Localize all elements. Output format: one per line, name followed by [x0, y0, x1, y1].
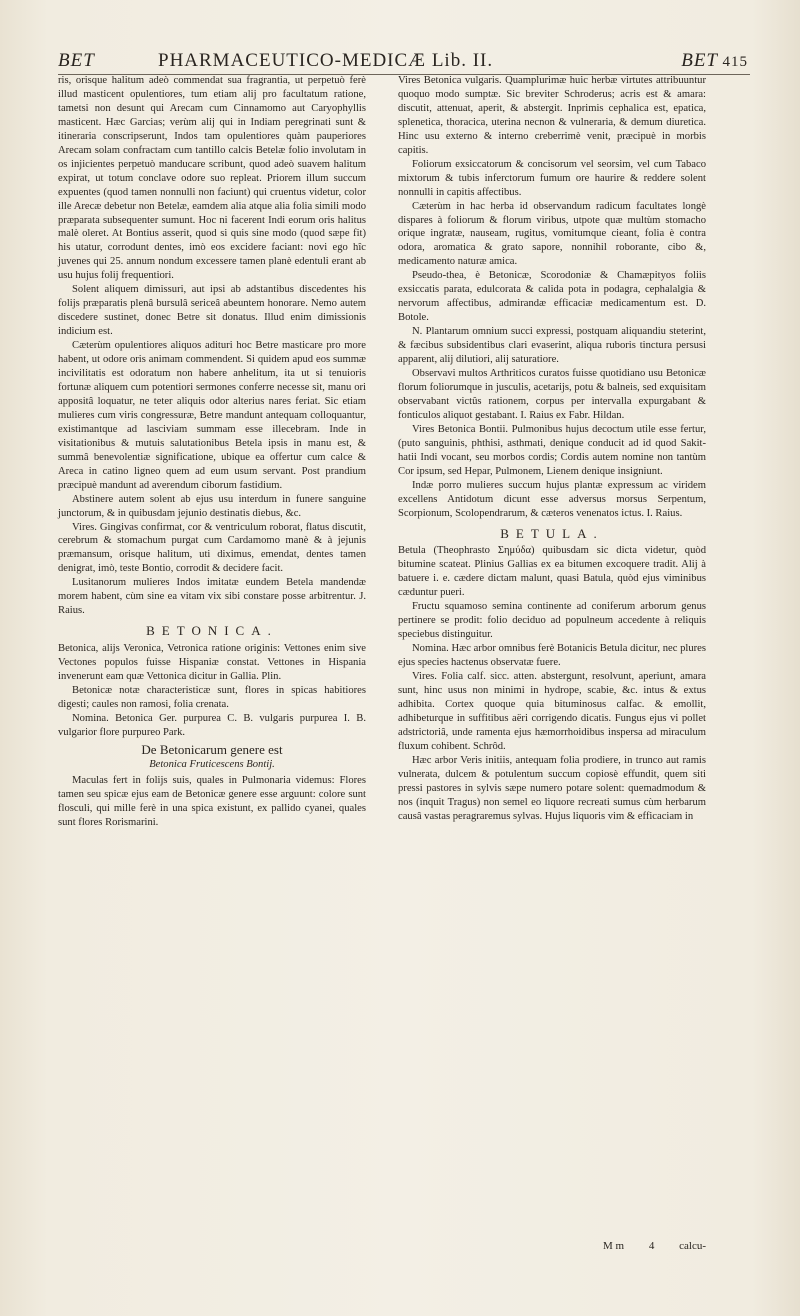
subheading: De Betonicarum genere est [141, 741, 283, 757]
page-number: 415 [722, 54, 748, 70]
paragraph: Nomina. Hæc arbor omnibus ferè Botanicis Betula dicitur, nec plures ejus species hactenus observatæ fuere. [398, 643, 706, 669]
paragraph: Cæterùm in hac herba id observandum radicum facultates longè dispares à foliorum & florum viribus, utpote quæ multùm stomacho orique ingratæ, nauseam, rugitus, vomitumque cieant, folia è contra odora, aromatica & grato sapore, nonnihil roborante, cibo &, medicamento naturæ amica. [398, 200, 706, 268]
page-footer [398, 1240, 706, 1252]
paragraph: Indæ porro mulieres succum hujus plantæ expressum ac viridem excellens Antidotum dicunt esse adversus morsus Serpentum, Scorpionum, Scolopendrarum, & cæteros venenatos ictus. I. Raius. [398, 479, 706, 519]
paragraph: Solent aliquem dimissuri, aut ipsi ab adstantibus discedentes his folijs præparatis plenâ bursulâ sericeâ abeuntem honorare. Nemo autem discedere sustinet, donec Betre sit donatus. Illud enim dimissionis indicium est. [58, 284, 366, 338]
paragraph: Vires Betonica Bontii. Pulmonibus hujus decoctum utile esse fertur, (puto sanguinis, phthisi, asthmati, denique conducit ad id quod Sakit-hatii Indi vocant, seu morbos cordis; Cordis autem nomine non tantùm Cor ipsum, sed Hepar, Pulmonem, Lienem denique insigniunt. [398, 423, 706, 477]
paragraph: N. Plantarum omnium succi expressi, postquam aliquandiu steterint, & fæcibus subsidentibus clari evaserint, aliqua ruboris tinctura persusi apparent, alij dilutiori, alij saturatiore. [398, 326, 706, 366]
paragraph: Vires. Gingivas confirmat, cor & ventriculum roborat, flatus discutit, cerebrum & stomachum purgat cum Cardamomo manè & à jejunis præmansum, orisque halitum, uti diximus, emendat, dentes tamen denigrat, imò, teste Bontio, corrodit & decidere facit. [58, 521, 366, 575]
header-left: BET [58, 50, 95, 71]
right-column [398, 74, 706, 1254]
header-title: PHARMACEUTICO-MEDICÆ Lib. II. [158, 50, 494, 71]
paragraph: Hæc arbor Veris initiis, antequam folia prodiere, in trunco aut ramis vulnerata, dulcem & potulentum succum copiosè effundit, quem siti pressi pastores in sylvis sæpe numero potare solent: quemadmodum & nos (inquit Tragus) non semel eo liquore recreati sumus cùm herbarum causâ vastas peragraremus sylvas. Hujus liquoris vim & efficaciam in [398, 754, 706, 822]
signature-number: 4 [648, 1240, 655, 1252]
species-heading: Betonica Fruticescens Bontij. [149, 758, 275, 770]
paragraph: Foliorum exsiccatorum & concisorum vel seorsim, vel cum Tabaco mixtorum & tubis inferctorum fumum ore haurire & reddere solent nonnulli in capitis affectibus. [398, 158, 706, 198]
paragraph: Vires Betonica vulgaris. Quamplurimæ huic herbæ virtutes attribuuntur quoquo modo sumptæ. Sic breviter Schroderus; acris est & amara: discutit, attenuat, aperit, & abstergit. Inprimis cephalica est, epatica, splenetica, thoracica, uterina necnon & vulneraria, & demum diuretica. Hinc usu externo & interno creberrimè venit, præcipuè in morbis capitis. [398, 75, 706, 156]
paragraph: Fructu squamoso semina continente ad coniferum arborum genus pertinere se prodit: folio deciduo ad populneum accedente à reliquis speciebus distinguitur. [398, 601, 706, 641]
paragraph: Betula (Theophrasto Σημύδα) quibusdam sic dicta videtur, quòd bitumine scateat. Plinius Gallias ex ea bitumen excoquere tradit. Alij à batuere i. e. cædere dictam malunt, quasi Batula, quòd ejus viminibus cæduntur pueri. [398, 545, 706, 599]
running-head [58, 44, 748, 74]
paragraph: Vires. Folia calf. sicc. atten. abstergunt, resolvunt, aperiunt, amara sunt, hinc usus non minimi in hydrope, scabie, &c. intus & extus adhibita. Cortex quoque quia bituminosus calfac. & emollit, adhibeturque in suffitibus aëri corrigendo dicatis. Fungus ejus vi pollet adstrictoriâ, unde ramenta ejus hæmorrhoidibus inspersa ad miraculum fluxum cohibent. Schrôd. [398, 671, 706, 752]
paragraph: Cæterùm opulentiores aliquos adituri hoc Betre masticare pro more habent, ut odore oris animam commendent. Si quidem apud eos summæ incivilitatis est odoratum non habere anhelitum, ita ut si tenuioris fortunæ aliquem cum potentiori sermones conferre necesse sit, manu ori appositâ loquatur, ne teter aliquis odor alterius nares feriat. Sic etiam mulieres cum viris congressuræ, Betre mandunt antequam colloquantur, existimantque ad lasciviam summam esse illecebram. Inde in visitationibus & mutuis salutationibus Betela ipsis in manu est, & summâ benevolentiæ significatione, ubique ea offertur cum calce & Areca in catino ligneo quem ad eum usum servant. Post prandium præcipuè mandunt ad averendum ciborum fastidium. [58, 340, 366, 491]
paragraph: Maculas fert in folijs suis, quales in Pulmonaria videmus: Flores tamen seu spicæ ejus eam de Betonicæ genere esse arguunt: colore sunt flosculi, qui mille ferè in una spica existunt, ex pallido cyanei, quales sunt flores Rorismarini. [58, 774, 366, 828]
paragraph: ris, orisque halitum adeò commendat sua fragrantia, ut perpetuò ferè illud masticent opulentiores, tum etiam alij pro facultatum ratione, tametsi non desunt qui Arecam cum Cinnamomo aut Caryophyllis masticent. Hæc Garcias; verùm alij qui in Indiam peregrinati sunt & itineraria conscripserunt, Indos tam opulentiores quàm pauperiores Arecam solam confractam cum tantillo calcis Betelæ folio involutam in os injicientes perpetuò manducare scribunt, quod adeò suavem halitum expirat, ut totum conclave odore suo repleat. Priorem illum succum expuentes (quod tamen nonnulli non faciunt) qui cruentus videtur, color ille Arecæ debetur non Betelæ, eamdem alia atque alia folia simili modo præparata subsequenter sumunt. Hoc ni facerent Indi eorum oris halitus malè oleret. At Bontius asserit, quod si quis sine modo (quod sæpe fit) his utatur, corrodunt dentes, imò eos excidere faciant: novi ego hîc juvenes qui 25. annum nondum excessere tamen planè edentuli erant ab usu hujus folij frequentiori. [58, 75, 366, 282]
header-right: BET [681, 50, 718, 71]
paragraph: Nomina. Betonica Ger. purpurea C. B. vulgaris purpurea I. B. vulgarior flore purpureo Park. [58, 712, 366, 738]
signature-mark: M m [603, 1240, 625, 1252]
paragraph: Abstinere autem solent ab ejus usu interdum in funere sanguine junctorum, & in quibusdam jejunio destinatis diebus, &c. [58, 493, 366, 519]
paragraph: Pseudo-thea, è Betonicæ, Scorodoniæ & Chamæpityos foliis exsiccatis parata, edulcorata & calida pota in podagra, cephalalgia & nervorum affectibus, admirandæ efficaciæ medicamentum est. D. Botole. [398, 270, 706, 324]
paragraph: Betonica, alijs Veronica, Vetronica ratione originis: Vettones enim sive Vectones populos fuisse Hispaniæ constat. Vettones in Hispania invenerunt eam quæ Vettonica dicitur in Gallia. Plin. [58, 643, 366, 683]
paragraph: Observavi multos Arthriticos curatos fuisse quotidiano usu Betonicæ florum foliorumque in jusculis, acetarijs, potu & balneis, sed exquisitam observabant victûs rationem, corpus per intervalla expurgabant & fonticulos aliquot gestabant. I. Raius ex Fabr. Hildan. [398, 368, 706, 421]
section-heading: BETULA. [500, 525, 604, 541]
section-heading: BETONICA. [146, 623, 278, 639]
paragraph: Betonicæ notæ characteristicæ sunt, flores in spicas habitiores digesti; caules non ramosi, folia crenata. [58, 684, 366, 710]
paragraph: Lusitanorum mulieres Indos imitatæ eundem Betela mandendæ morem habent, cùm sine ea vitam vix sibi constare posse arbitrentur. J. Raius. [58, 577, 366, 617]
left-column [58, 74, 366, 1254]
catchword: calcu- [679, 1240, 706, 1252]
